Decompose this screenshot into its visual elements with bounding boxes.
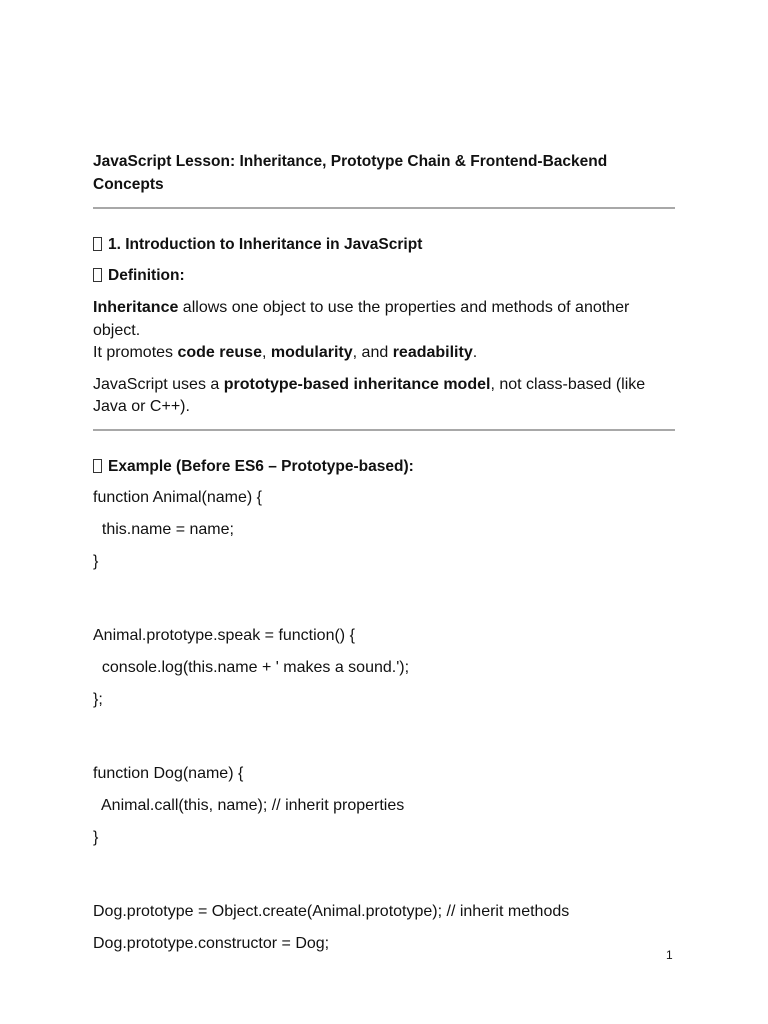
code-line: Animal.call(this, name); // inherit properties xyxy=(93,796,405,814)
bold-term: modularity xyxy=(270,344,353,361)
bold-term: readability xyxy=(392,344,473,361)
code-line: this.name = name; xyxy=(93,520,234,538)
example-heading-text: Example (Before ES6 – Prototype-based): xyxy=(108,457,414,475)
code-line: } xyxy=(93,552,99,570)
missing-glyph-icon xyxy=(93,459,102,473)
code-line-blank xyxy=(93,583,675,615)
paragraph-text: JavaScript uses a xyxy=(93,375,224,393)
code-line: Animal.prototype.speak = function() { xyxy=(93,626,355,644)
code-line: function Animal(name) { xyxy=(93,488,262,506)
section-heading xyxy=(93,234,675,256)
example-heading xyxy=(93,456,675,478)
horizontal-rule xyxy=(93,207,675,209)
document-page xyxy=(93,150,675,965)
horizontal-rule xyxy=(93,429,675,431)
document-title: JavaScript Lesson: Inheritance, Prototype Chain & Frontend-Backend Concepts xyxy=(93,153,608,193)
code-line-blank xyxy=(93,859,675,891)
code-line: }; xyxy=(93,690,103,708)
definition-paragraph xyxy=(93,297,675,365)
paragraph-text: , and xyxy=(352,344,393,361)
paragraph-text: allows one object to use the properties and methods of another object. xyxy=(93,299,630,339)
missing-glyph-icon xyxy=(93,268,102,282)
code-line: function Dog(name) { xyxy=(93,764,244,782)
section-heading-text: 1. Introduction to Inheritance in JavaScript xyxy=(108,236,423,253)
code-line: Dog.prototype = Object.create(Animal.prototype); // inherit methods xyxy=(93,902,570,920)
bold-term: prototype-based inheritance model xyxy=(223,375,491,393)
code-line: Dog.prototype.constructor = Dog; xyxy=(93,934,330,952)
code-line: console.log(this.name + ' makes a sound.'); xyxy=(93,658,410,676)
paragraph-text: It promotes xyxy=(93,344,178,361)
paragraph-text: . xyxy=(472,344,478,361)
bold-term: Inheritance xyxy=(93,299,179,316)
code-line: } xyxy=(93,828,99,846)
paragraph-text: , xyxy=(261,344,271,361)
definition-heading xyxy=(93,265,675,287)
missing-glyph-icon xyxy=(93,237,102,251)
paragraph-text: , not class-based (like Java or C++). xyxy=(93,375,646,415)
definition-heading-text: Definition: xyxy=(108,267,185,284)
code-block xyxy=(93,487,675,955)
bold-term: code reuse xyxy=(177,344,262,361)
page-number: 1 xyxy=(666,948,673,962)
model-paragraph xyxy=(93,374,675,419)
code-line-blank xyxy=(93,721,675,753)
